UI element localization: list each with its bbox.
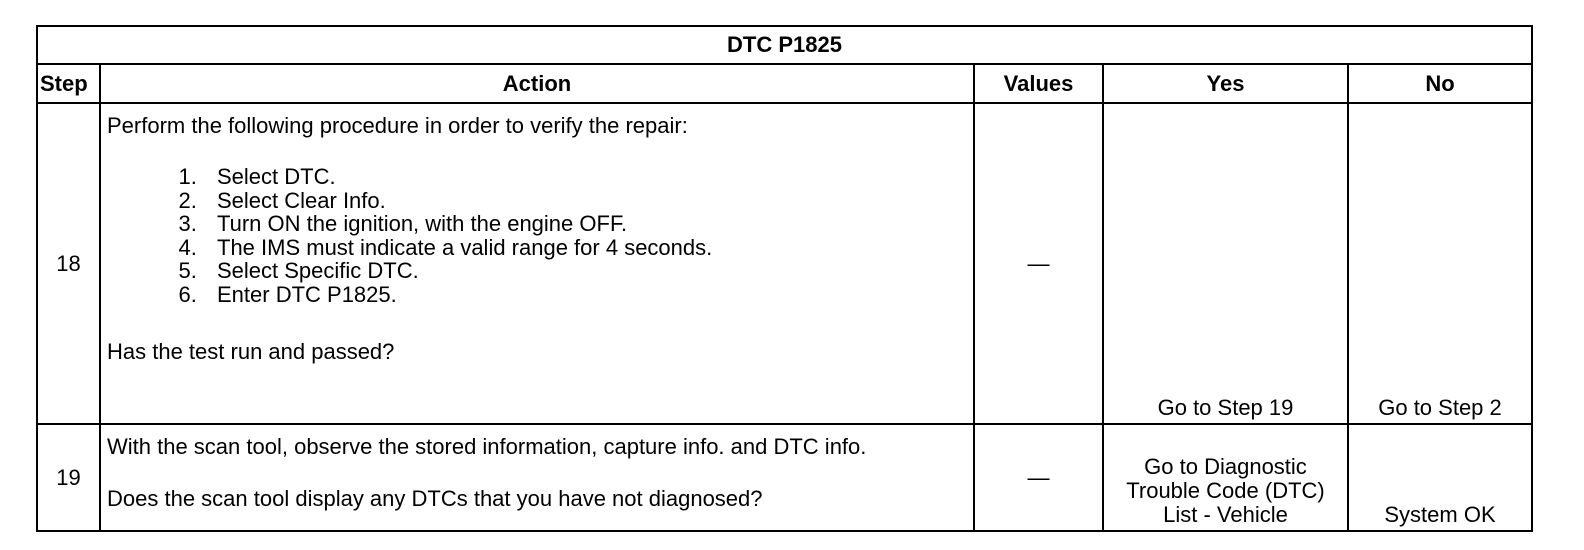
action-question: Has the test run and passed? [107, 339, 395, 364]
header-action: Action [100, 64, 974, 103]
procedure-step: 5. Select Specific DTC. [203, 259, 967, 283]
action-intro: With the scan tool, observe the stored information, capture info. and DTC info. [107, 434, 867, 459]
values-cell: — [974, 424, 1103, 531]
action-intro: Perform the following procedure in order to verify the repair: [107, 113, 688, 138]
action-question: Does the scan tool display any DTCs that you have not diagnosed? [107, 486, 763, 511]
step-number: 19 [37, 424, 100, 531]
procedure-step: 2. Select Clear Info. [203, 189, 967, 213]
no-result: System OK [1348, 424, 1532, 531]
procedure-step: 1. Select DTC. [203, 165, 967, 189]
header-no: No [1348, 64, 1532, 103]
action-cell [100, 103, 974, 424]
header-row [37, 64, 1532, 103]
yes-result-line: List - Vehicle [1163, 502, 1288, 527]
yes-result-line: Go to Diagnostic [1144, 454, 1307, 479]
procedure-step: 4. The IMS must indicate a valid range for 4 seconds. [203, 236, 967, 260]
action-cell [100, 424, 974, 531]
values-cell: — [974, 103, 1103, 424]
no-result: Go to Step 2 [1348, 103, 1532, 424]
header-values: Values [974, 64, 1103, 103]
procedure-step: 3. Turn ON the ignition, with the engine OFF. [203, 212, 967, 236]
header-yes: Yes [1103, 64, 1348, 103]
procedure-step: 6. Enter DTC P1825. [203, 283, 967, 307]
table-title: DTC P1825 [37, 26, 1532, 64]
diagnostic-table [36, 25, 1533, 532]
procedure-list [107, 165, 967, 306]
step-number: 18 [37, 103, 100, 424]
yes-result: Go to Step 19 [1103, 103, 1348, 424]
header-step: Step [37, 64, 100, 103]
table-row [37, 424, 1532, 531]
yes-result [1103, 424, 1348, 531]
yes-result-line: Trouble Code (DTC) [1126, 478, 1325, 503]
table-row [37, 103, 1532, 424]
